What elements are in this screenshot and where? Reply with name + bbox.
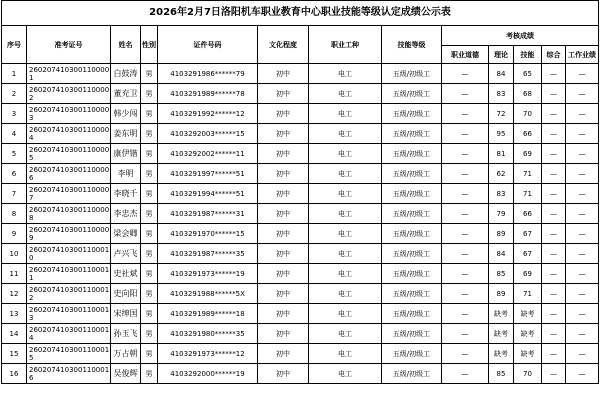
table-row	[2, 344, 599, 364]
cell-edu: 初中	[258, 364, 309, 384]
cell-ticket: 260207410300110000 7	[27, 184, 111, 204]
cell-theory: 89	[489, 224, 514, 244]
cell-overall: —	[542, 284, 566, 304]
cell-seq: 3	[2, 104, 27, 124]
cell-level: 五级/初级工	[382, 364, 442, 384]
cell-level: 五级/初级工	[382, 324, 442, 344]
header-level: 技能等级	[382, 26, 442, 64]
cell-ticket: 260207410300110001 2	[27, 284, 111, 304]
cell-edu: 初中	[258, 144, 309, 164]
cell-overall: —	[542, 84, 566, 104]
cell-gender: 男	[141, 104, 158, 124]
cell-ticket: 260207410300110000 2	[27, 84, 111, 104]
table-row	[2, 144, 599, 164]
table-row	[2, 84, 599, 104]
cell-edu: 初中	[258, 64, 309, 84]
cell-overall: —	[542, 224, 566, 244]
cell-seq: 2	[2, 84, 27, 104]
cell-ethics: —	[442, 184, 489, 204]
cell-ethics: —	[442, 104, 489, 124]
cell-name: 李明	[111, 164, 141, 184]
cell-skill: 71	[514, 284, 542, 304]
cell-work: —	[566, 124, 599, 144]
cell-theory: 缺考	[489, 324, 514, 344]
cell-work: —	[566, 284, 599, 304]
cell-gender: 男	[141, 244, 158, 264]
cell-theory: 85	[489, 264, 514, 284]
cell-skill: 70	[514, 364, 542, 384]
cell-name: 史向阳	[111, 284, 141, 304]
cell-level: 五级/初级工	[382, 304, 442, 324]
header-theory: 理论	[489, 46, 514, 64]
cell-theory: 缺考	[489, 304, 514, 324]
cell-job: 电工	[309, 284, 382, 304]
header-ethics: 职业道德	[442, 46, 489, 64]
cell-seq: 8	[2, 204, 27, 224]
header-skill: 技能	[514, 46, 542, 64]
cell-edu: 初中	[258, 284, 309, 304]
cell-job: 电工	[309, 364, 382, 384]
cell-seq: 13	[2, 304, 27, 324]
cell-edu: 初中	[258, 184, 309, 204]
cell-gender: 男	[141, 264, 158, 284]
cell-gender: 男	[141, 344, 158, 364]
cell-ticket: 260207410300110001 3	[27, 304, 111, 324]
cell-level: 五级/初级工	[382, 204, 442, 224]
cell-theory: 72	[489, 104, 514, 124]
table-row	[2, 304, 599, 324]
cell-ethics: —	[442, 64, 489, 84]
cell-work: —	[566, 84, 599, 104]
cell-job: 电工	[309, 104, 382, 124]
cell-work: —	[566, 64, 599, 84]
cell-edu: 初中	[258, 324, 309, 344]
cell-name: 梁会卿	[111, 224, 141, 244]
cell-work: —	[566, 224, 599, 244]
table-row	[2, 264, 599, 284]
table-row	[2, 284, 599, 304]
cell-edu: 初中	[258, 124, 309, 144]
cell-name: 董充卫	[111, 84, 141, 104]
cell-id: 4103291989******18	[158, 304, 258, 324]
cell-edu: 初中	[258, 304, 309, 324]
cell-level: 五级/初级工	[382, 344, 442, 364]
table-row	[2, 64, 599, 84]
cell-work: —	[566, 324, 599, 344]
cell-edu: 初中	[258, 204, 309, 224]
cell-ethics: —	[442, 284, 489, 304]
cell-ticket: 260207410300110001 6	[27, 364, 111, 384]
cell-id: 4103291987******35	[158, 244, 258, 264]
cell-skill: 70	[514, 104, 542, 124]
cell-seq: 14	[2, 324, 27, 344]
cell-overall: —	[542, 64, 566, 84]
cell-level: 五级/初级工	[382, 144, 442, 164]
cell-job: 电工	[309, 184, 382, 204]
cell-id: 4103291989******78	[158, 84, 258, 104]
cell-id: 4103291973******19	[158, 264, 258, 284]
cell-overall: —	[542, 344, 566, 364]
cell-id: 4103291988******5X	[158, 284, 258, 304]
table-row	[2, 204, 599, 224]
cell-seq: 4	[2, 124, 27, 144]
cell-job: 电工	[309, 64, 382, 84]
cell-theory: 84	[489, 244, 514, 264]
cell-edu: 初中	[258, 264, 309, 284]
score-table	[1, 0, 599, 384]
cell-id: 4103291997******51	[158, 164, 258, 184]
cell-ethics: —	[442, 304, 489, 324]
cell-skill: 68	[514, 84, 542, 104]
cell-name: 万占朝	[111, 344, 141, 364]
cell-name: 姜东明	[111, 124, 141, 144]
cell-seq: 6	[2, 164, 27, 184]
cell-seq: 12	[2, 284, 27, 304]
cell-name: 孙玉飞	[111, 324, 141, 344]
cell-edu: 初中	[258, 104, 309, 124]
cell-edu: 初中	[258, 224, 309, 244]
cell-ethics: —	[442, 264, 489, 284]
cell-overall: —	[542, 144, 566, 164]
cell-gender: 男	[141, 364, 158, 384]
table-row	[2, 164, 599, 184]
cell-theory: 83	[489, 84, 514, 104]
cell-name: 白鼓涛	[111, 64, 141, 84]
cell-ethics: —	[442, 364, 489, 384]
cell-theory: 84	[489, 64, 514, 84]
cell-job: 电工	[309, 344, 382, 364]
header-seq: 序号	[2, 26, 27, 64]
cell-gender: 男	[141, 64, 158, 84]
cell-ethics: —	[442, 324, 489, 344]
cell-edu: 初中	[258, 244, 309, 264]
cell-gender: 男	[141, 124, 158, 144]
cell-level: 五级/初级工	[382, 164, 442, 184]
cell-work: —	[566, 304, 599, 324]
table-row	[2, 124, 599, 144]
header-scores: 考核成绩	[442, 26, 599, 46]
cell-id: 4103291973******12	[158, 344, 258, 364]
cell-gender: 男	[141, 184, 158, 204]
cell-work: —	[566, 244, 599, 264]
cell-ethics: —	[442, 344, 489, 364]
cell-seq: 16	[2, 364, 27, 384]
cell-skill: 67	[514, 224, 542, 244]
table-row	[2, 224, 599, 244]
cell-seq: 10	[2, 244, 27, 264]
cell-name: 韩少闯	[111, 104, 141, 124]
cell-level: 五级/初级工	[382, 184, 442, 204]
cell-ticket: 260207410300110001 5	[27, 344, 111, 364]
cell-job: 电工	[309, 244, 382, 264]
cell-id: 4103291992******12	[158, 104, 258, 124]
cell-id: 4103291986******79	[158, 64, 258, 84]
table-row	[2, 104, 599, 124]
cell-ticket: 260207410300110000 4	[27, 124, 111, 144]
cell-ethics: —	[442, 144, 489, 164]
cell-name: 李晓千	[111, 184, 141, 204]
cell-theory: 95	[489, 124, 514, 144]
cell-job: 电工	[309, 144, 382, 164]
cell-seq: 11	[2, 264, 27, 284]
cell-seq: 7	[2, 184, 27, 204]
cell-ticket: 260207410300110001 1	[27, 264, 111, 284]
cell-seq: 5	[2, 144, 27, 164]
cell-overall: —	[542, 204, 566, 224]
cell-overall: —	[542, 104, 566, 124]
cell-skill: 缺考	[514, 324, 542, 344]
table-body	[2, 64, 599, 384]
cell-job: 电工	[309, 324, 382, 344]
cell-id: 4103291994******51	[158, 184, 258, 204]
cell-level: 五级/初级工	[382, 264, 442, 284]
header-overall: 综合	[542, 46, 566, 64]
cell-ticket: 260207410300110001 0	[27, 244, 111, 264]
cell-skill: 缺考	[514, 304, 542, 324]
cell-level: 五级/初级工	[382, 104, 442, 124]
cell-level: 五级/初级工	[382, 244, 442, 264]
cell-theory: 83	[489, 184, 514, 204]
cell-level: 五级/初级工	[382, 124, 442, 144]
cell-work: —	[566, 204, 599, 224]
cell-gender: 男	[141, 224, 158, 244]
cell-ethics: —	[442, 164, 489, 184]
header-edu: 文化程度	[258, 26, 309, 64]
cell-skill: 缺考	[514, 344, 542, 364]
cell-gender: 男	[141, 84, 158, 104]
cell-gender: 男	[141, 204, 158, 224]
cell-work: —	[566, 164, 599, 184]
cell-skill: 71	[514, 184, 542, 204]
header-work: 工作业绩	[566, 46, 599, 64]
cell-name: 卢兴飞	[111, 244, 141, 264]
cell-id: 4103291980******35	[158, 324, 258, 344]
cell-ticket: 260207410300110001 4	[27, 324, 111, 344]
cell-ethics: —	[442, 84, 489, 104]
cell-gender: 男	[141, 284, 158, 304]
cell-seq: 9	[2, 224, 27, 244]
cell-overall: —	[542, 264, 566, 284]
cell-ticket: 260207410300110000 5	[27, 144, 111, 164]
cell-overall: —	[542, 124, 566, 144]
cell-work: —	[566, 364, 599, 384]
cell-skill: 65	[514, 64, 542, 84]
header-id: 证件号码	[158, 26, 258, 64]
cell-job: 电工	[309, 204, 382, 224]
cell-theory: 85	[489, 364, 514, 384]
cell-ticket: 260207410300110000 3	[27, 104, 111, 124]
cell-job: 电工	[309, 264, 382, 284]
cell-seq: 1	[2, 64, 27, 84]
cell-ethics: —	[442, 204, 489, 224]
cell-ethics: —	[442, 224, 489, 244]
cell-edu: 初中	[258, 344, 309, 364]
cell-ethics: —	[442, 244, 489, 264]
cell-name: 史社斌	[111, 264, 141, 284]
cell-overall: —	[542, 324, 566, 344]
cell-level: 五级/初级工	[382, 84, 442, 104]
cell-skill: 66	[514, 204, 542, 224]
cell-theory: 缺考	[489, 344, 514, 364]
cell-job: 电工	[309, 224, 382, 244]
cell-id: 4103292002******11	[158, 144, 258, 164]
cell-skill: 69	[514, 144, 542, 164]
cell-overall: —	[542, 244, 566, 264]
cell-edu: 初中	[258, 164, 309, 184]
header-ticket: 准考证号	[27, 26, 111, 64]
cell-level: 五级/初级工	[382, 64, 442, 84]
table-row	[2, 244, 599, 264]
cell-ticket: 260207410300110000 8	[27, 204, 111, 224]
cell-overall: —	[542, 164, 566, 184]
cell-edu: 初中	[258, 84, 309, 104]
cell-work: —	[566, 344, 599, 364]
cell-seq: 15	[2, 344, 27, 364]
page-title: 2026年2月7日洛阳机车职业教育中心职业技能等级认定成绩公示表	[2, 1, 599, 26]
cell-gender: 男	[141, 164, 158, 184]
cell-id: 4103291987******31	[158, 204, 258, 224]
cell-name: 吴俊辉	[111, 364, 141, 384]
cell-theory: 81	[489, 144, 514, 164]
cell-job: 电工	[309, 84, 382, 104]
cell-skill: 71	[514, 164, 542, 184]
cell-name: 康伊锴	[111, 144, 141, 164]
cell-gender: 男	[141, 144, 158, 164]
table-row	[2, 184, 599, 204]
cell-work: —	[566, 264, 599, 284]
cell-ticket: 260207410300110000 1	[27, 64, 111, 84]
cell-level: 五级/初级工	[382, 224, 442, 244]
cell-theory: 89	[489, 284, 514, 304]
cell-gender: 男	[141, 324, 158, 344]
cell-job: 电工	[309, 124, 382, 144]
cell-id: 4103292003******15	[158, 124, 258, 144]
header-name: 姓名	[111, 26, 141, 64]
cell-ethics: —	[442, 124, 489, 144]
cell-work: —	[566, 184, 599, 204]
cell-id: 4103292000******19	[158, 364, 258, 384]
cell-theory: 62	[489, 164, 514, 184]
cell-skill: 67	[514, 244, 542, 264]
table-row	[2, 364, 599, 384]
cell-name: 宋绅国	[111, 304, 141, 324]
cell-overall: —	[542, 364, 566, 384]
cell-skill: 69	[514, 264, 542, 284]
cell-ticket: 260207410300110000 9	[27, 224, 111, 244]
header-job: 职业工种	[309, 26, 382, 64]
cell-job: 电工	[309, 304, 382, 324]
cell-work: —	[566, 144, 599, 164]
cell-level: 五级/初级工	[382, 284, 442, 304]
cell-overall: —	[542, 304, 566, 324]
cell-theory: 79	[489, 204, 514, 224]
cell-gender: 男	[141, 304, 158, 324]
cell-overall: —	[542, 184, 566, 204]
cell-id: 4103291970******15	[158, 224, 258, 244]
cell-name: 李忠杰	[111, 204, 141, 224]
table-row	[2, 324, 599, 344]
cell-skill: 66	[514, 124, 542, 144]
cell-ticket: 260207410300110000 6	[27, 164, 111, 184]
cell-job: 电工	[309, 164, 382, 184]
header-gender: 性别	[141, 26, 158, 64]
cell-work: —	[566, 104, 599, 124]
